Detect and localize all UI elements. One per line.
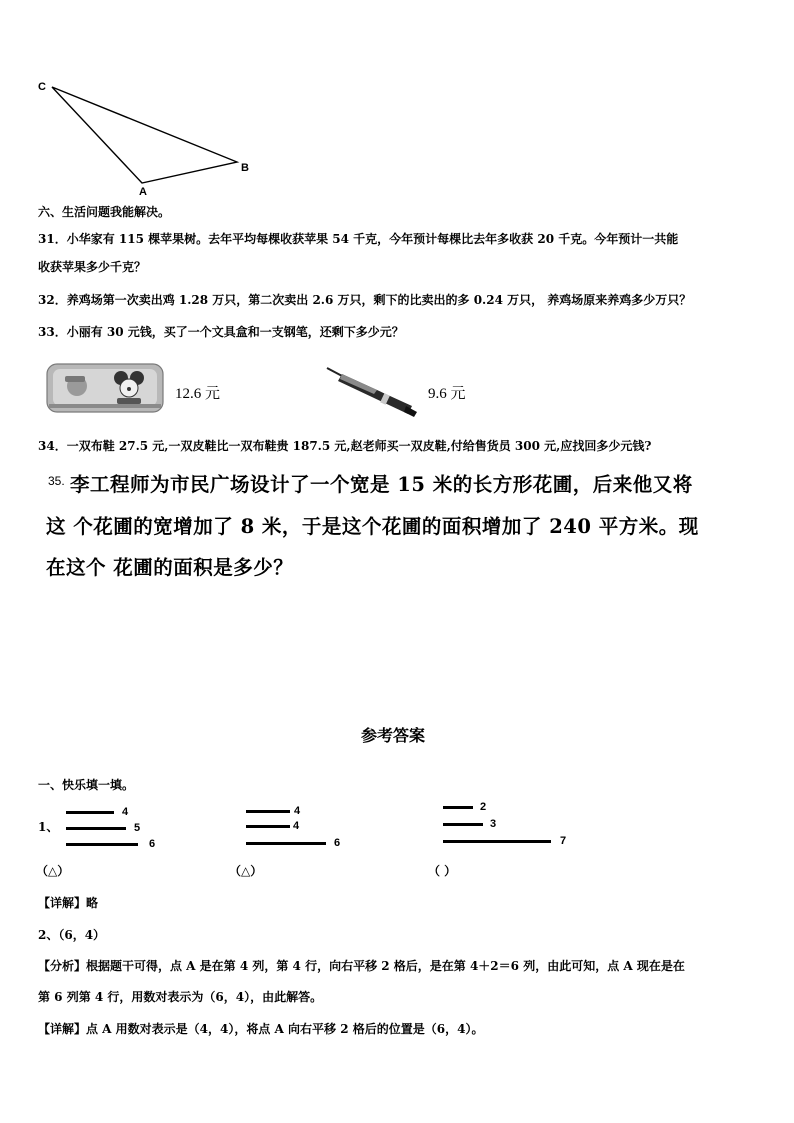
- line-segment: [246, 810, 290, 813]
- question-35-number: 35.: [48, 474, 65, 488]
- answer-1b: （△）: [229, 864, 263, 878]
- answer-1-detail: 【详解】略: [38, 896, 99, 910]
- answer-2-analysis-line1: 【分析】根据题干可得，点 A 是在第 4 列，第 4 行，向右平移 2 格后，是在第 4＋2＝6 列，由此可知，点 A 现在是在: [38, 959, 685, 973]
- line-segment: [246, 825, 290, 828]
- question-35-line3: 在这个 花圃的面积是多少？: [46, 556, 294, 579]
- line-segment: [66, 811, 114, 814]
- fountain-pen-icon: [322, 362, 422, 418]
- section6-heading: 六、生活问题我能解决。: [38, 205, 171, 219]
- question-31-line2: 收获苹果多少千克？: [38, 260, 147, 274]
- line-segment: [66, 843, 138, 846]
- line-segment: [443, 840, 551, 843]
- question-32: 32．养鸡场第一次卖出鸡 1.28 万只，第二次卖出 2.6 万只，剩下的比卖出的多 0.24 万只， 养鸡场原来养鸡多少万只？: [38, 293, 692, 307]
- line-label: 3: [490, 818, 497, 830]
- answer-2-detail: 【详解】点 A 用数对表示是（4，4），将点 A 向右平移 2 格后的位置是（6，4）。: [38, 1022, 484, 1036]
- line-segment: [443, 823, 483, 826]
- line-segment: [443, 806, 473, 809]
- line-label: 4: [294, 805, 301, 817]
- line-label: 6: [149, 838, 156, 850]
- triangle-figure: [30, 75, 260, 200]
- pencil-case-price: 12.6 元: [175, 386, 221, 402]
- line-label: 5: [134, 822, 141, 834]
- question-35-line1: 李工程师为市民广场设计了一个宽是 15 米的长方形花圃，后来他又将: [70, 473, 693, 496]
- line-label: 4: [293, 820, 300, 832]
- answer-1a: （△）: [36, 864, 70, 878]
- triangle-abc: [52, 87, 237, 183]
- line-label: 6: [334, 837, 341, 849]
- line-label: 7: [560, 835, 567, 847]
- question-34: 34．一双布鞋 27.5 元,一双皮鞋比一双布鞋贵 187.5 元,赵老师买一双皮鞋,付给售货员 300 元,应找回多少元钱?: [38, 439, 652, 453]
- answers-part1-heading: 一、快乐填一填。: [38, 778, 135, 792]
- line-segment: [246, 842, 326, 845]
- answers-title: 参考答案: [361, 726, 426, 745]
- answer-2-analysis-line2: 第 6 列第 4 行，用数对表示为（6，4），由此解答。: [38, 990, 323, 1004]
- pencil-case-icon: [45, 360, 165, 415]
- pen-price: 9.6 元: [428, 386, 466, 402]
- vertex-a-label: A: [139, 186, 147, 198]
- vertex-c-label: C: [38, 81, 46, 93]
- answer-2: 2、（6，4）: [38, 928, 106, 942]
- line-segment: [66, 827, 126, 830]
- answer-1c: （ ）: [428, 864, 457, 878]
- question-35-line2: 这 个花圃的宽增加了 8 米，于是这个花圃的面积增加了 240 平方米。现: [46, 515, 699, 538]
- vertex-b-label: B: [241, 162, 249, 174]
- line-label: 4: [122, 806, 129, 818]
- line-label: 2: [480, 801, 487, 813]
- question-31-line1: 31．小华家有 115 棵苹果树。去年平均每棵收获苹果 54 千克，今年预计每棵比去年多收获 20 千克。今年预计一共能: [38, 232, 679, 246]
- question-33: 33．小丽有 30 元钱，买了一个文具盒和一支钢笔，还剩下多少元？: [38, 325, 404, 339]
- answer-1-number: 1、: [38, 820, 59, 834]
